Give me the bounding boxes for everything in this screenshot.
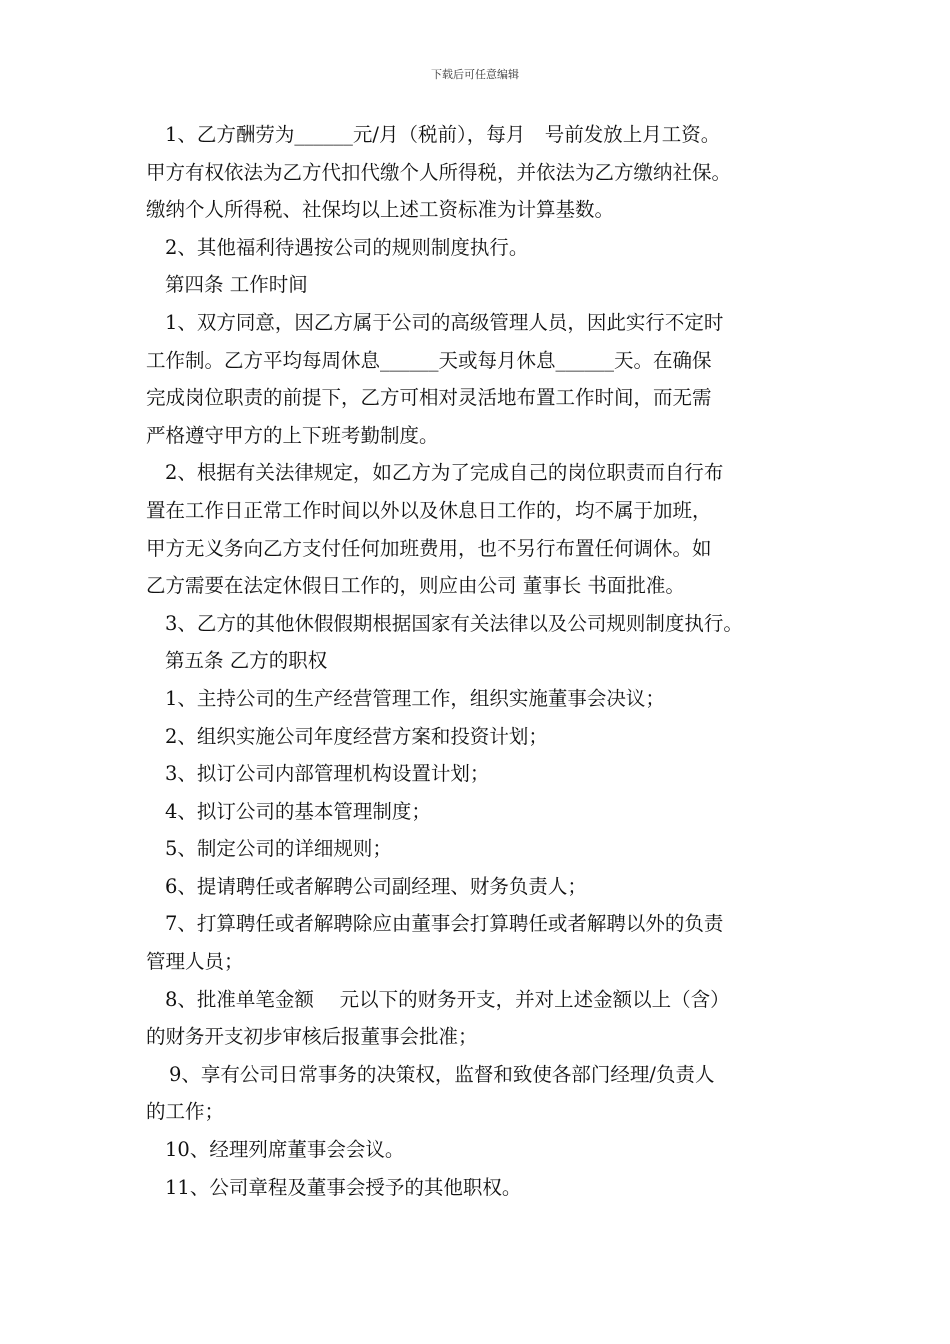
- paragraph-line: 1、双方同意，因乙方属于公司的高级管理人员，因此实行不定时: [165, 310, 724, 334]
- paragraph-line: 甲方有权依法为乙方代扣代缴个人所得税，并依法为乙方缴纳社保。: [146, 160, 732, 184]
- list-item: 5、制定公司的详细规则；: [165, 837, 392, 861]
- paragraph-line: 缴纳个人所得税、社保均以上述工资标准为计算基数。: [146, 198, 615, 222]
- paragraph-line: 2、其他福利待遇按公司的规则制度执行。: [165, 235, 529, 259]
- paragraph-line: 工作制。乙方平均每周休息______天或每月休息______天。在确保: [146, 348, 712, 372]
- paragraph-line: 严格遵守甲方的上下班考勤制度。: [146, 423, 439, 447]
- paragraph-line: 1、乙方酬劳为______元/月（税前），每月 号前发放上月工资。: [165, 123, 721, 146]
- paragraph-line: 甲方无义务向乙方支付任何加班费用，也不另行布置任何调休。如: [146, 536, 712, 560]
- list-item: 8、批准单笔金额 元以下的财务开支，并对上述金额以上（含）: [165, 987, 730, 1011]
- list-item: 9、享有公司日常事务的决策权，监督和致使各部门经理/负责人: [169, 1062, 715, 1086]
- list-item: 6、提请聘任或者解聘公司副经理、财务负责人；: [165, 874, 587, 898]
- paragraph-line: 3、乙方的其他休假假期根据国家有关法律以及公司规则制度执行。: [165, 611, 743, 635]
- list-item: 10、经理列席董事会会议。: [165, 1138, 405, 1162]
- section-heading: 第五条 乙方的职权: [165, 649, 328, 673]
- page-header: 下载后可任意编辑: [431, 68, 519, 81]
- list-item: 4、拟订公司的基本管理制度；: [165, 799, 431, 823]
- list-item: 2、组织实施公司年度经营方案和投资计划；: [165, 724, 548, 748]
- list-item: 3、拟订公司内部管理机构设置计划；: [165, 762, 490, 786]
- paragraph-line: 乙方需要在法定休假日工作的，则应由公司 董事长 书面批准。: [146, 574, 685, 598]
- paragraph-line: 置在工作日正常工作时间以外以及休息日工作的，均不属于加班，: [146, 498, 712, 522]
- paragraph-line: 2、根据有关法律规定，如乙方为了完成自己的岗位职责而自行布: [165, 461, 724, 485]
- list-item-continuation: 的工作；: [146, 1100, 225, 1124]
- list-item: 1、主持公司的生产经营管理工作，组织实施董事会决议；: [165, 686, 665, 710]
- document-body: [146, 116, 826, 1206]
- section-heading: 第四条 工作时间: [165, 273, 308, 297]
- list-item: 7、打算聘任或者解聘除应由董事会打算聘任或者解聘以外的负责: [165, 912, 724, 936]
- list-item-continuation: 的财务开支初步审核后报董事会批准；: [146, 1025, 478, 1049]
- paragraph-line: 完成岗位职责的前提下，乙方可相对灵活地布置工作时间，而无需: [146, 386, 712, 410]
- list-item-continuation: 管理人员；: [146, 950, 244, 974]
- list-item: 11、公司章程及董事会授予的其他职权。: [165, 1175, 522, 1199]
